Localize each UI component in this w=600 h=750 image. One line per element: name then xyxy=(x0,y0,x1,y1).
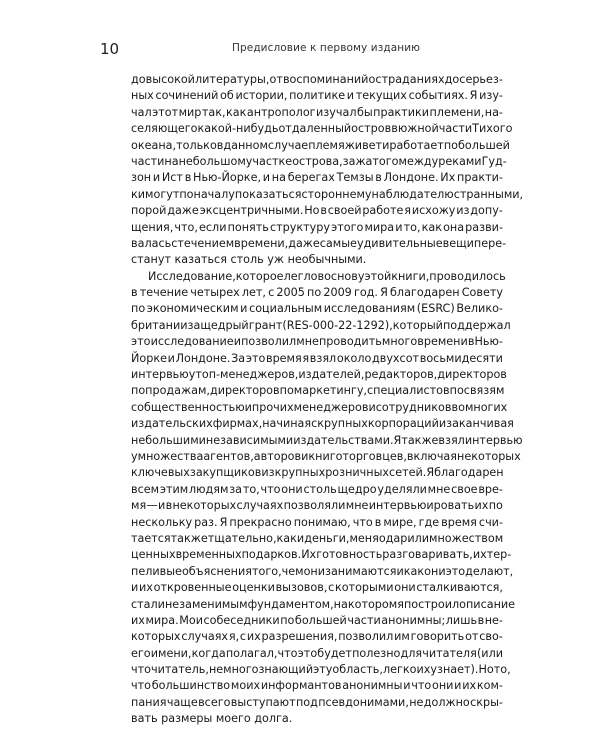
text-line: что большинство моих информантов анонимны и что они и их ком- xyxy=(131,679,503,693)
text-line: интервью у топ-менеджеров, издателей, редакторов, директоров xyxy=(131,368,507,382)
text-line: щения, что, если понять структуру этого мира и то, как она разви- xyxy=(131,220,503,234)
text-line: ки могут поначалу показаться стороннему наблюдателю странными, xyxy=(131,187,524,201)
text-line: порой даже эксцентричными. Но в своей работе я исхожу из допу- xyxy=(131,204,503,218)
body-text xyxy=(131,72,524,728)
text-line: их мира. Мои собеседники по большей части анонимны; лишь в не- xyxy=(131,613,503,627)
text-line: пания чаще всего выступают под псевдонимами, не должно скры- xyxy=(131,695,503,709)
running-title: Предисловие к первому изданию xyxy=(232,42,421,54)
paragraph xyxy=(131,72,524,269)
text-line: валась с течением времени, даже самые удивительные вещи пере- xyxy=(131,236,507,250)
text-line: нескольку раз. Я прекрасно понимаю, что в мире, где время счи- xyxy=(131,515,503,529)
text-line: его имени, когда полагал, что это будет полезно для читателя (или xyxy=(131,646,503,660)
text-line: в течение четырех лет, с 2005 по 2009 год. Я благодарен Совету xyxy=(131,286,503,300)
text-line: Йорке и Лондоне. За это время я взял около двухсот восьмидесяти xyxy=(131,351,503,365)
text-line: издательских фирмах, начиная с крупных корпораций и заканчивая xyxy=(131,417,514,431)
text-line: ценных временных подарков. Их готовность разговаривать, их тер- xyxy=(131,548,512,562)
text-line: по экономическим и социальным исследованиям (ESRC) Велико- xyxy=(131,302,503,316)
paragraph xyxy=(131,269,523,728)
text-line: вать размеры моего долга. xyxy=(131,712,293,726)
text-line: всем этим людям за то, что они столь щедро уделяли мне свое вре- xyxy=(131,482,503,496)
text-line: Исследование, которое легло в основу этой книги, проводилось xyxy=(148,269,506,283)
text-line: ных сочинений об истории, политике и текущих событиях. Я изу- xyxy=(131,89,503,103)
text-line: небольшими независимыми издательствами. Я также взял интервью xyxy=(131,433,523,447)
text-line: британии за щедрый грант (RES-000-22-1292), который поддержал xyxy=(131,318,511,332)
text-line: океана, только в данном случае племя живет и работает по большей xyxy=(131,138,510,152)
page-number: 10 xyxy=(100,40,120,58)
text-line: станут казаться столь уж необычными. xyxy=(131,253,367,267)
text-line: которых случаях я, с их разрешения, позволил им говорить от сво- xyxy=(131,630,503,644)
text-line: пеливые объяснения того, чем они занимаются и как они это делают, xyxy=(131,564,514,578)
text-line: по продажам, директоров по маркетингу, специалистов по связям xyxy=(131,384,505,398)
text-line: части на небольшом участке острова, зажатого между реками Гуд- xyxy=(131,154,507,168)
text-line: у множества агентов, авторов и книготорговцев, включая некоторых xyxy=(131,449,521,463)
text-line: мя — и в некоторых случаях позволяли мне интервьюировать их по xyxy=(131,499,503,513)
text-line: тается так же тщательно, как и деньги, меня одарили множеством xyxy=(131,531,504,545)
text-line: чал этот мир так, как антрополог изучал бы практики племени, на- xyxy=(131,105,503,119)
text-line: зон и Ист в Нью-Йорке, и на берегах Темзы в Лондоне. Их практи- xyxy=(131,171,503,185)
text-line: и их откровенные оценки вызовов, с которыми они сталкиваются, xyxy=(131,581,503,595)
text-line: ключевых закупщиков из крупных розничных сетей. Я благодарен xyxy=(131,466,504,480)
text-line: с общественностью и прочих менеджеров и сотрудников во многих xyxy=(131,400,508,414)
text-line: это исследование и позволил мне проводить много времени в Нью- xyxy=(131,335,503,349)
text-line: стали незаменимым фундаментом, на котором я построил описание xyxy=(131,597,516,611)
text-line: что читатель, немного знающий эту область, легко их узнает). Но то, xyxy=(131,663,511,677)
text-line: до высокой литературы, от воспоминаний о страданиях до серьез- xyxy=(131,73,503,86)
text-line: селяющего какой-нибудь отдаленный остров в южной части Тихого xyxy=(131,122,513,136)
